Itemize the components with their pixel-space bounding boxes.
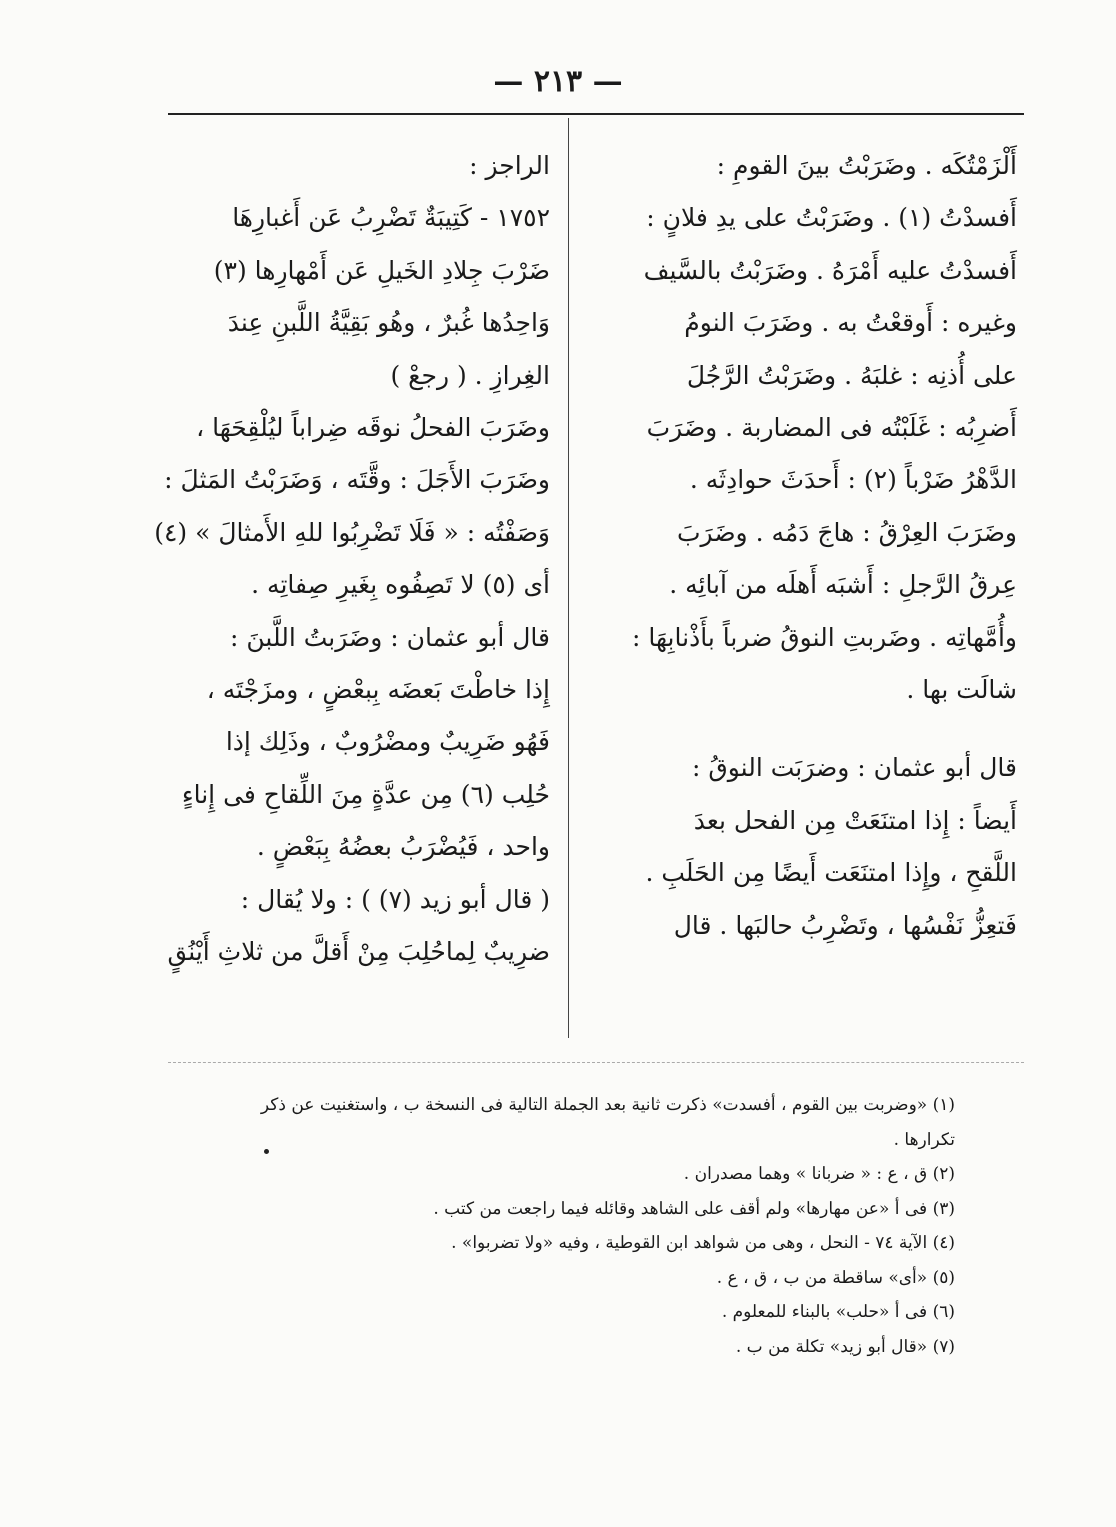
verse-line: ضَرْبَ جِلادِ الخَيلِ عَن أَمْهارِها (٣): [213, 255, 550, 285]
text-line: عِرقُ الرَّجلِ : أَشبَه أَهلَه من آبائِه .: [669, 570, 1017, 600]
footnote-4: (٤) الآية ٧٤ - النحل ، وهى من شواهد ابن القوطية ، وفيه «ولا تضربوا» .: [451, 1233, 955, 1253]
left-intro: [170, 140, 550, 192]
text-line: وَصَفْتُه : « فَلَا تَضْرِبُوا للهِ الأَمثالَ » (٤): [154, 517, 550, 547]
text-line: وغيره : أَوقعْتُ به . وضَرَبَ النومُ: [684, 308, 1017, 338]
text-line: اللَّقحِ ، وإِذا امتنَعَت أَيضًا مِن الحَلَبِ .: [645, 858, 1017, 888]
header-rule: [168, 113, 1024, 115]
left-paragraph-2: [154, 402, 550, 612]
footnote-3: (٣) فى أ «عن مهارها» ولم أقف على الشاهد وقائله فيما راجعت من كتب .: [433, 1198, 955, 1219]
text-line: حُلِب (٦) مِن عدَّةٍ مِنَ اللِّقاحِ فى إِناءٍ: [181, 779, 550, 809]
text-line: الدَّهْرُ ضَرْباً (٢) : أَحدَثَ حوادِثَه .: [689, 465, 1017, 495]
text-line: أَفسدْتُ عليه أَمْرَهُ . وضَرَبْتُ بالسَّيف: [643, 255, 1017, 285]
footnote-1-continued: تكرارها .: [893, 1129, 955, 1150]
footnote-7: (٧) «قال أبو زيد» تكلة من ب .: [735, 1336, 955, 1357]
left-column: [154, 140, 550, 979]
text-line: ضرِيبٌ لِماحُلِبَ مِنْ أَقلَّ من ثلاثِ أَيْنُقٍ: [167, 937, 550, 967]
verse-line: ١٧٥٢ - كَتِيبَةٌ تَضْرِبُ عَن أَغبارِهَا: [232, 203, 550, 233]
text-line: وضَرَبَ الفحلُ نوقَه ضِراباً ليُلْقِحَهَا ،: [196, 413, 550, 443]
column-divider: [568, 118, 569, 1038]
left-paragraph-4: [167, 874, 550, 979]
text-line: أى (٥) لا تَصِفُوه بِغَيرِ صِفاتِه .: [251, 570, 550, 600]
footnote-1: (١) «وضربت بين القوم ، أفسدت» ذكرت ثانية بعد الجملة التالية فى النسخة ب ، واستغنيت عن ذكر: [260, 1095, 955, 1115]
text-line: فَهُو ضَرِيبٌ ومضْرُوبٌ ، وذَلِك إذا: [225, 727, 550, 757]
footnote-2: (٢) ق ، ع : « ضربانا » وهما مصدران .: [683, 1164, 955, 1184]
text-line: أَيضاً : إِذا امتنَعَتْ مِن الفحل بعدَ: [693, 805, 1017, 835]
text-line: الغِرازِ . ( رجعْ ): [390, 360, 550, 390]
text-line: وضَرَبَ العِرْقُ : هاجَ دَمُه . وضَرَبَ: [677, 517, 1017, 547]
footnotes: [185, 1088, 955, 1364]
text-line: وَاحِدُها غُبرٌ ، وهُو بَقِيَّةُ اللَّبنِ عِندَ: [227, 308, 550, 338]
text-line: قال أبو عثمان : وضَرَبتُ اللَّبنَ :: [230, 622, 550, 652]
paragraph-gap: [597, 716, 1017, 742]
text-line: على أُذنِه : غلبَهُ . وضَرَبْتُ الرَّجُلَ: [686, 360, 1017, 390]
footnote-6: (٦) فى أ «حلب» بالبناء للمعلوم .: [721, 1302, 955, 1322]
left-paragraph-1: [170, 297, 550, 402]
left-paragraph-3: [170, 612, 550, 874]
text-line: أَفسدْتُ (١) . وضَرَبْتُ على يدِ فلانٍ :: [646, 203, 1017, 233]
footnote-rule: [168, 1062, 1024, 1063]
text-line: وأُمَّهاتِه . وضَربتِ النوقُ ضرباً بأَذْنابِهَا :: [632, 622, 1017, 652]
text-line: أَلْزَمْتُكَه . وضَرَبْتُ بينَ القومِ :: [716, 151, 1017, 180]
text-line: وضَرَبَ الأَجَلَ : وقَّتَه ، وَضَرَبْتُ المَثلَ :: [164, 465, 550, 495]
page-number: — ٢١٣ —: [493, 64, 623, 99]
right-column: [597, 140, 1017, 952]
text-line: واحد ، فَيُضْرَبُ بعضُهُ بِبَعْضٍ .: [256, 832, 550, 862]
text-line: أَضرِبُه : غَلَبْتُه فى المضاربة . وضَرَبَ: [646, 413, 1017, 443]
text-line: الراجز :: [469, 151, 550, 180]
right-paragraph-1: [597, 140, 1017, 716]
verse-block: [170, 192, 550, 297]
footnote-5: (٥) «أى» ساقطة من ب ، ق ، ع .: [716, 1267, 955, 1288]
text-line: ( قال أبو زيد (٧) ) : ولا يُقال :: [240, 884, 550, 914]
text-line: فَتعِزُّ نَفْسُها ، وتَضْرِبُ حالبَها . قال: [673, 910, 1017, 940]
text-line: قال أبو عثمان : وضرَبَت النوقُ :: [692, 753, 1017, 783]
text-line: شالَت بها .: [906, 675, 1017, 705]
text-line: إِذا خاطْتَ بَعضَه بِبعْضٍ ، ومزَجْتَه ،: [206, 675, 550, 705]
right-paragraph-2: [597, 742, 1017, 952]
